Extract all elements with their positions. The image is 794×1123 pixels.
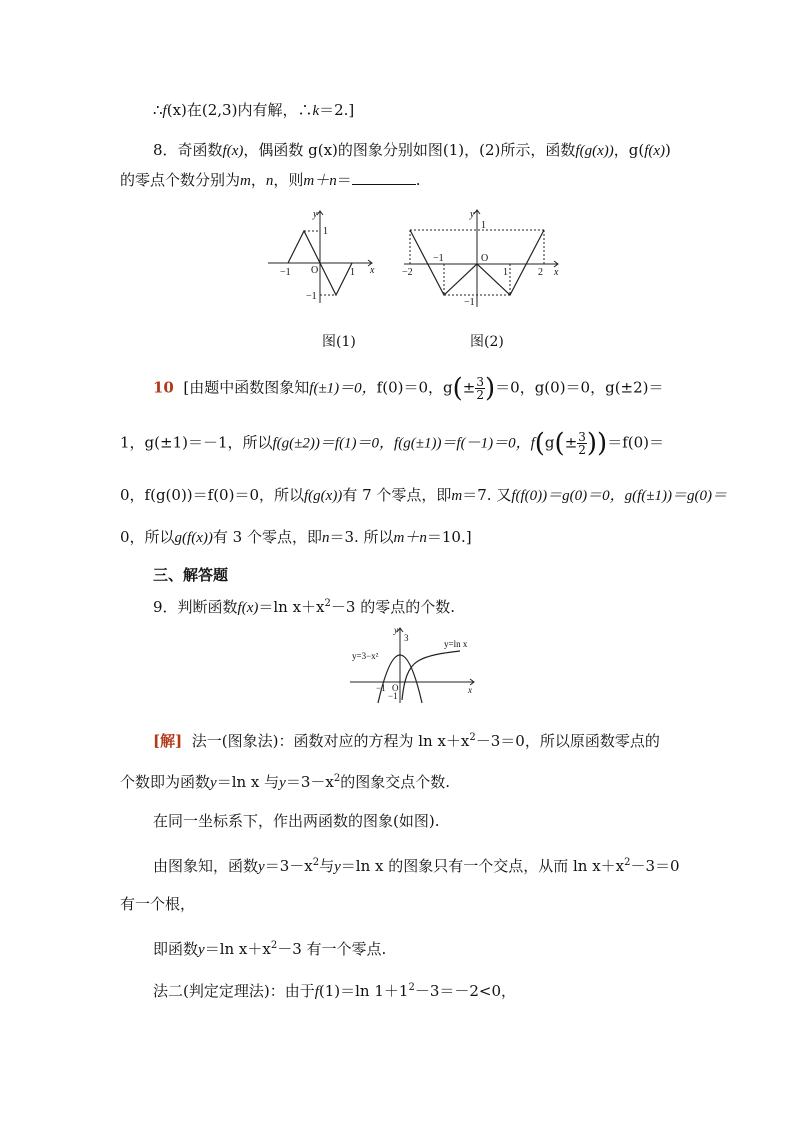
figure-2 [402,207,562,312]
fig3-x-label: x [468,685,472,695]
sol9-line1: [解] 法一(图象法)：函数对应的方程为 $\ln x+x^2-3=0$，所以原函数零点的 [153,732,660,750]
section-heading: 三、解答题 [153,566,229,584]
sol9-line2: 个数即为函数y＝ln x 与$y=3-x^2$的图象交点个数. [120,773,450,791]
fig2-tick-xm1: −1 [433,253,444,264]
fig2-tick-x1: 1 [503,267,508,278]
fig2-origin: O [481,253,489,264]
sol8-line4: 0，所以g(f(x))有 3 个零点，即n＝3. 所以m＋n＝10.] [120,528,472,546]
q8-line1: 8．奇函数f(x)，偶函数 g(x)的图象分别如图(1)，(2)所示，函数f(g(x))，g(f(x)) [153,141,671,159]
solution-tag: [解] [153,732,183,750]
fig1-tick-ym1: −1 [306,291,317,302]
fig3-origin: O [392,683,399,693]
fig1-tick-xm1: −1 [280,267,291,278]
figure-1 [268,207,380,307]
parabola-label: y=3−x² [352,651,379,661]
sol9-line4: 由图象知，函数$y=3-x^2$与y＝ln x 的图象只有一个交点，从而 $\ln x+x^2-3=0$ [153,857,680,875]
sol9-line6: 即函数y＝ln $x+x^2-3$ 有一个零点. [153,940,387,958]
ln-label: y=ln x [444,639,468,649]
fraction-3-2-b: $\frac{3}{2}$ [578,430,586,457]
answer-blank [352,170,416,185]
fig1-origin: O [311,265,319,276]
fig3-tick-ym1: −1 [388,691,398,701]
figure-3 [348,625,478,705]
fig2-tick-x2: 2 [538,267,543,278]
fig2-caption: 图(2) [470,334,504,350]
sol8-line2: 1，g(±1)＝－1，所以f(g(±2))＝f(1)＝0，f(g(±1))＝f(－1)＝0，f(g(± $\frac{3}{2}$ ))＝f(0)＝ [120,428,665,459]
sol8-line1: 10 [由题中函数图象知f(±1)＝0，f(0)＝0，g(± $\frac{3}{2}$ )＝0，g(0)＝0，g(±2)＝ [153,373,664,404]
prev-answer-line: ∴f(x)在(2,3)内有解，∴k＝2.] [153,101,355,119]
q9-line: 9．判断函数f(x)＝ln $x+x^2-3$ 的零点的个数. [153,598,455,616]
fraction-3-2: $\frac{3}{2}$ [476,375,484,402]
fig3-tick-3: 3 [404,633,409,643]
fig1-tick-x1: 1 [350,267,355,278]
sol8-line3: 0，f(g(0))＝f(0)＝0，所以f(g(x))有 7 个零点，即m＝7. 又f(f(0))＝g(0)＝0，g(f(±1))＝g(0)＝ [120,486,728,504]
fig2-tick-y1: 1 [481,220,486,231]
q8-line2: 的零点个数分别为m，n，则m＋n＝ . [120,171,421,189]
fig1-y-label: y [313,209,318,220]
fig1-x-label: x [370,265,375,276]
sol9-line5: 有一个根， [120,895,196,913]
fig1-caption: 图(1) [322,334,356,350]
ln-curve [402,651,460,700]
fig2-x-label: x [554,267,559,278]
fig2-tick-xm2: −2 [402,267,413,278]
answer-value: 10 [153,378,174,397]
fig3-tick-xm1: −1 [376,683,386,693]
fig2-tick-ym1: −1 [464,297,475,308]
fig3-y-label: y [394,625,398,635]
sol9-line7: 法二(判定定理法)：由于f(1)＝ln $1+1^2-3=-2<0$， [153,982,517,1000]
fig2-y-label: y [470,209,475,220]
sol9-line3: 在同一坐标系下，作出两函数的图象(如图). [153,812,440,830]
fig1-tick-y1: 1 [323,226,328,237]
